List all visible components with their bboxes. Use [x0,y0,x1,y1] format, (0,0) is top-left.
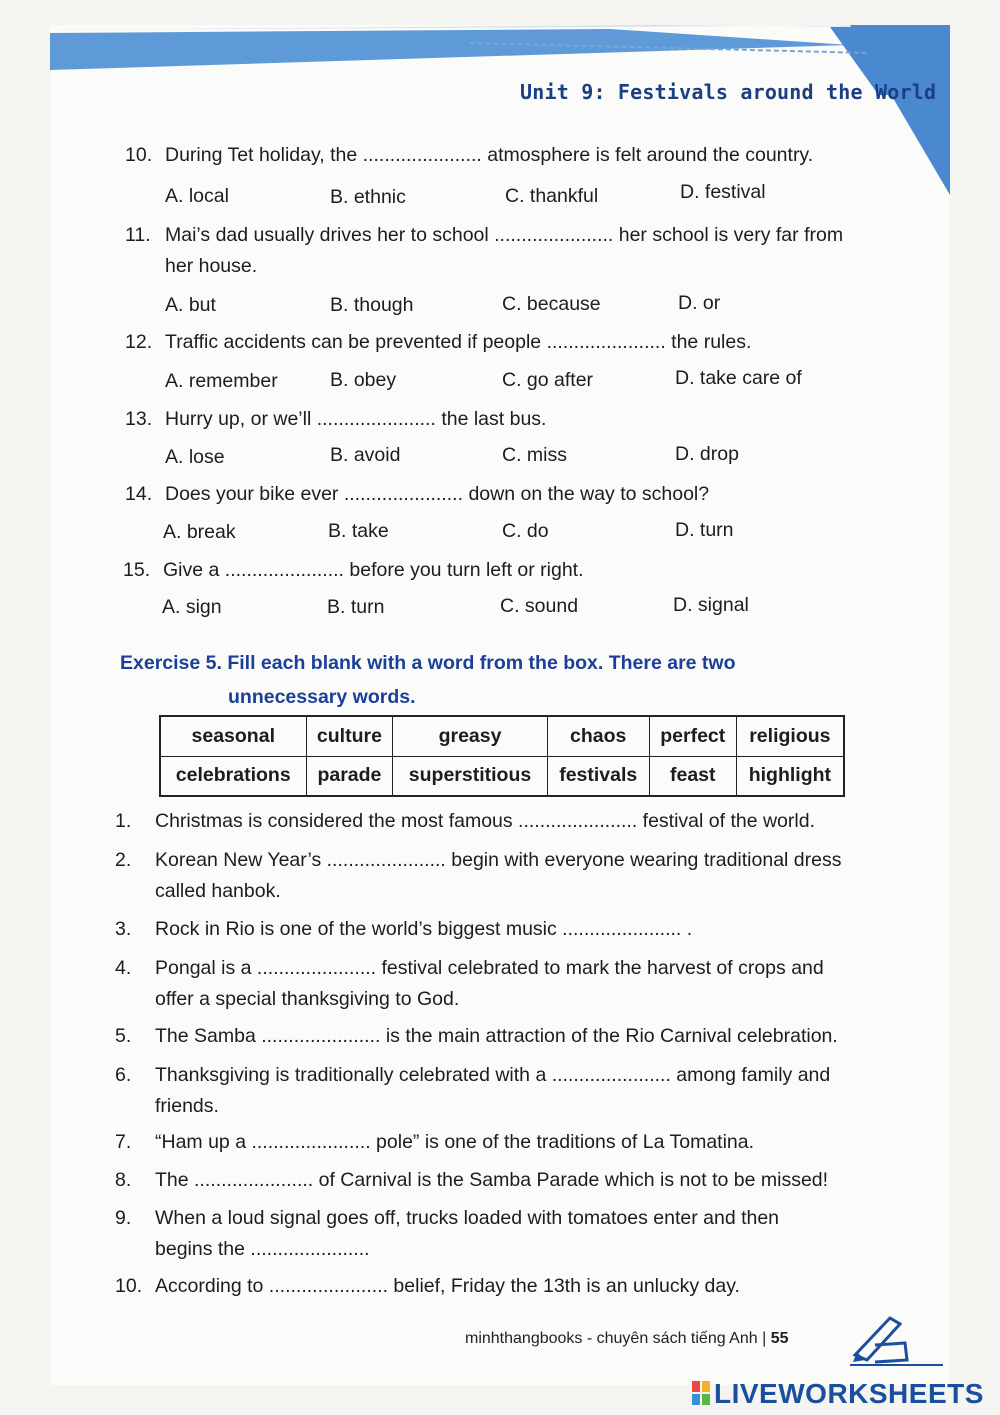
pen-writing-icon [845,1310,945,1370]
publisher-text: minhthangbooks - chuyên sách tiếng Anh | [465,1330,767,1347]
fill-item-4 [115,953,845,1015]
option-b: B. turn [327,596,385,618]
question-number: 10. [125,144,153,166]
question-number: 13. [125,408,153,430]
item-text: Christmas is considered the most famous ...................... festival of the world. [155,810,815,832]
liveworksheets-logo-icon [692,1381,710,1405]
word-box-row [160,716,844,756]
word-cell: parade [306,756,393,796]
question-text: Does your bike ever ...................... down on the way to school? [165,483,710,505]
option-c: C. sound [500,595,579,617]
item-text: Pongal is a ...................... festival celebrated to mark the harvest of crops and offer a special thanksgiving to God. [155,957,824,1010]
question-12 [125,327,845,357]
question-14 [125,479,845,509]
item-number: 7. [115,1131,132,1153]
fill-item-7 [115,1127,845,1158]
option-d: D. turn [675,519,734,541]
fill-item-9 [115,1203,845,1265]
question-number: 12. [125,331,153,353]
word-cell: seasonal [160,716,306,756]
item-text: The ...................... of Carnival is the Samba Parade which is not to be missed! [155,1169,829,1191]
option-a: A. local [165,185,229,207]
item-number: 1. [115,810,132,832]
item-text: Rock in Rio is one of the world’s biggest music ...................... . [155,918,693,940]
question-text: During Tet holiday, the ...................... atmosphere is felt around the country. [165,144,814,166]
question-text-line2: her house. [165,255,258,277]
option-b: B. obey [330,369,397,391]
option-a: A. break [163,521,236,543]
option-c: C. do [502,520,549,542]
option-b: B. take [328,520,389,542]
word-box-row [160,756,844,796]
option-b: B. ethnic [330,186,406,208]
item-text: Korean New Year’s ...................... begin with everyone wearing traditional dress called hanbok. [155,849,842,902]
question-text: Hurry up, or we’ll ...................... the last bus. [165,408,547,430]
page-footer [465,1330,789,1348]
option-a: A. but [165,294,216,316]
page-number: 55 [770,1330,789,1347]
fill-item-10 [115,1271,845,1302]
word-cell: highlight [736,756,844,796]
option-c: C. miss [502,444,567,466]
question-15 [123,555,843,585]
option-a: A. lose [165,446,225,468]
option-d: D. drop [675,443,739,465]
exercise-title-line2: unnecessary words. [228,686,416,708]
question-number: 11. [125,224,151,246]
option-c: C. thankful [505,185,599,207]
question-text: Traffic accidents can be prevented if people ...................... the rules. [165,331,752,353]
option-d: D. take care of [675,367,802,389]
question-text: Give a ...................... before you turn left or right. [163,559,584,581]
word-cell: perfect [649,716,736,756]
liveworksheets-watermark: LIVEWORKSHEETS [714,1378,984,1409]
fill-item-2 [115,845,845,907]
item-text: Thanksgiving is traditionally celebrated with a ...................... among family and friends. [155,1064,831,1117]
option-b: B. though [330,294,414,316]
option-d: D. or [678,292,721,314]
word-cell: festivals [547,756,649,796]
question-11 [125,220,855,280]
option-a: A. remember [165,370,278,392]
corner-triangle [850,25,950,195]
item-number: 3. [115,918,132,940]
item-number: 4. [115,957,132,979]
fill-item-5 [115,1021,845,1052]
question-number: 14. [125,483,153,505]
fill-item-3 [115,914,845,945]
option-a: A. sign [162,596,222,618]
fill-item-6 [115,1060,845,1122]
option-d: D. signal [673,594,749,616]
option-c: C. go after [502,369,594,391]
question-text: Mai’s dad usually drives her to school ...................... her school is very far from [165,224,844,246]
exercise-title-line1: Exercise 5. Fill each blank with a word from the box. There are two [120,652,736,674]
unit-title: Unit 9: Festivals around the World [520,80,937,104]
question-number: 15. [123,559,151,581]
option-b: B. avoid [330,444,401,466]
option-c: C. because [502,293,601,315]
item-number: 8. [115,1169,132,1191]
word-cell: culture [306,716,393,756]
item-number: 6. [115,1064,132,1086]
item-text: When a loud signal goes off, trucks loaded with tomatoes enter and then begins the ...................... [155,1207,780,1260]
item-text: The Samba ...................... is the main attraction of the Rio Carnival celebration. [155,1025,838,1047]
word-cell: celebrations [160,756,306,796]
item-text: According to ...................... belief, Friday the 13th is an unlucky day. [155,1275,740,1297]
item-number: 9. [115,1207,132,1229]
word-cell: superstitious [393,756,547,796]
option-d: D. festival [680,181,766,203]
item-number: 5. [115,1025,132,1047]
question-13 [125,404,845,434]
word-cell: chaos [547,716,649,756]
word-box [159,715,845,797]
fill-item-1 [115,806,845,837]
question-10 [125,140,845,170]
fill-item-8 [115,1165,845,1196]
item-number: 2. [115,849,132,871]
word-cell: religious [736,716,844,756]
word-cell: greasy [393,716,547,756]
word-cell: feast [649,756,736,796]
exercise-5-title [120,646,845,714]
item-text: “Ham up a ...................... pole” is one of the traditions of La Tomatina. [155,1131,755,1153]
item-number: 10. [115,1275,143,1297]
